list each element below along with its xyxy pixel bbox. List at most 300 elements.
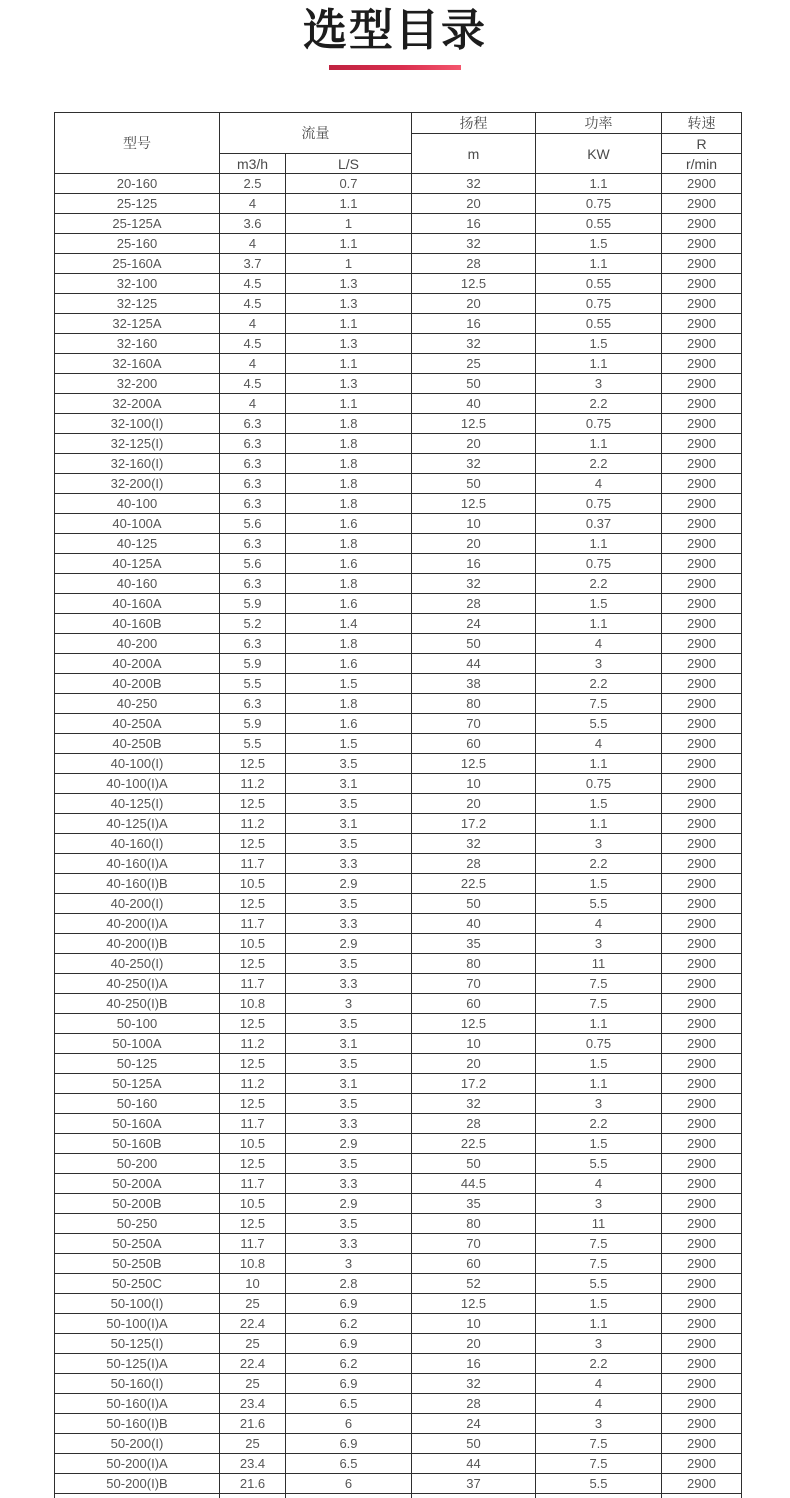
head-cell: 60 [412,734,536,754]
flow-ls-cell: 1.5 [286,734,412,754]
model-cell: 40-250B [55,734,220,754]
flow-m3h-cell: 4 [220,194,286,214]
flow-m3h-cell: 6.3 [220,414,286,434]
head-cell: 20 [412,1054,536,1074]
head-cell: 35 [412,934,536,954]
col-header-head: 扬程 [412,113,536,134]
table-row [55,774,742,794]
flow-m3h-cell: 11.2 [220,814,286,834]
flow-ls-cell: 1.3 [286,294,412,314]
power-cell: 1.5 [536,1054,662,1074]
model-cell: 32-100 [55,274,220,294]
speed-cell: 2900 [662,694,742,714]
head-cell: 32 [412,234,536,254]
table-row [55,1114,742,1134]
flow-m3h-cell: 5.2 [220,614,286,634]
flow-ls-cell: 1.1 [286,314,412,334]
table-row [55,814,742,834]
power-cell: 0.37 [536,514,662,534]
flow-m3h-cell: 12.5 [220,754,286,774]
model-cell: 50-160A [55,1114,220,1134]
model-cell: 50-125(I) [55,1334,220,1354]
head-cell: 32 [412,574,536,594]
power-cell: 2.2 [536,854,662,874]
table-row [55,414,742,434]
power-cell: 2.2 [536,394,662,414]
flow-ls-cell: 1.6 [286,514,412,534]
head-cell: 37 [412,1474,536,1494]
flow-m3h-cell: 22.4 [220,1314,286,1334]
flow-m3h-cell: 4.5 [220,294,286,314]
flow-m3h-cell: 5.9 [220,594,286,614]
model-cell: 40-125A [55,554,220,574]
table-row [55,654,742,674]
model-cell: 50-100A [55,1034,220,1054]
model-cell: 25-160 [55,234,220,254]
table-row [55,1034,742,1054]
table-row [55,1394,742,1414]
power-cell: 5.5 [536,1274,662,1294]
flow-m3h-cell: 25 [220,1294,286,1314]
table-row [55,1174,742,1194]
head-cell: 80 [412,954,536,974]
table-row [55,894,742,914]
power-cell: 4 [536,474,662,494]
flow-m3h-cell: 11.7 [220,1234,286,1254]
flow-ls-cell: 1.8 [286,474,412,494]
model-cell: 40-100(I) [55,754,220,774]
flow-m3h-cell: 5.9 [220,654,286,674]
table-row [55,274,742,294]
head-cell: 50 [412,1434,536,1454]
flow-m3h-cell: 5.5 [220,734,286,754]
power-cell: 3 [536,834,662,854]
speed-cell: 2900 [662,254,742,274]
speed-cell: 2900 [662,1194,742,1214]
flow-ls-cell: 1.8 [286,534,412,554]
flow-m3h-cell: 10.5 [220,874,286,894]
table-row [55,614,742,634]
flow-ls-cell: 6.9 [286,1434,412,1454]
flow-m3h-cell [220,1494,286,1498]
head-cell: 20 [412,434,536,454]
power-cell: 0.75 [536,774,662,794]
speed-cell: 2900 [662,854,742,874]
model-cell: 50-200(I) [55,1434,220,1454]
head-cell: 50 [412,374,536,394]
speed-cell: 2900 [662,534,742,554]
head-cell: 20 [412,194,536,214]
model-cell: 50-160(I)B [55,1414,220,1434]
head-cell: 17.2 [412,814,536,834]
model-cell: 40-160A [55,594,220,614]
flow-ls-cell: 1.8 [286,574,412,594]
speed-cell: 2900 [662,1134,742,1154]
speed-cell: 2900 [662,474,742,494]
power-cell: 0.75 [536,494,662,514]
head-cell: 10 [412,1034,536,1054]
speed-cell: 2900 [662,754,742,774]
power-cell: 0.55 [536,314,662,334]
speed-cell: 2900 [662,1254,742,1274]
head-cell: 16 [412,214,536,234]
power-cell: 4 [536,1374,662,1394]
power-cell: 5.5 [536,894,662,914]
speed-cell: 2900 [662,1294,742,1314]
flow-m3h-cell: 11.7 [220,1114,286,1134]
flow-ls-cell: 3.5 [286,1054,412,1074]
power-cell: 7.5 [536,1234,662,1254]
model-cell: 50-160(I)A [55,1394,220,1414]
model-cell: 50-100(I)A [55,1314,220,1334]
flow-m3h-cell: 6.3 [220,634,286,654]
model-cell: 40-100A [55,514,220,534]
flow-m3h-cell: 10.8 [220,1254,286,1274]
power-cell: 1.5 [536,1294,662,1314]
speed-cell: 2900 [662,1394,742,1414]
head-cell: 12.5 [412,1294,536,1314]
table-row [55,674,742,694]
model-cell: 50-125A [55,1074,220,1094]
table-row [55,1074,742,1094]
flow-m3h-cell: 6.3 [220,434,286,454]
flow-ls-cell [286,1494,412,1498]
flow-m3h-cell: 4.5 [220,274,286,294]
power-cell: 4 [536,1394,662,1414]
table-row [55,694,742,714]
flow-ls-cell: 1.3 [286,374,412,394]
speed-cell: 2900 [662,1034,742,1054]
table-row [55,1274,742,1294]
table-row [55,994,742,1014]
page-title: 选型目录 [303,6,487,55]
table-row [55,634,742,654]
head-cell: 32 [412,334,536,354]
speed-cell: 2900 [662,914,742,934]
speed-cell [662,1494,742,1498]
flow-ls-cell: 1.8 [286,694,412,714]
head-cell: 24 [412,614,536,634]
speed-cell: 2900 [662,354,742,374]
flow-m3h-cell: 11.7 [220,974,286,994]
head-cell: 10 [412,774,536,794]
model-cell: 50-100 [55,1014,220,1034]
speed-cell: 2900 [662,634,742,654]
head-cell: 22.5 [412,874,536,894]
power-cell: 1.1 [536,174,662,194]
table-row [55,874,742,894]
flow-ls-cell: 1.8 [286,434,412,454]
flow-ls-cell: 3.5 [286,1214,412,1234]
table-row [55,934,742,954]
model-cell: 40-125(I)A [55,814,220,834]
speed-cell: 2900 [662,374,742,394]
flow-ls-cell: 1.3 [286,274,412,294]
flow-ls-cell: 1.3 [286,334,412,354]
flow-ls-cell: 2.8 [286,1274,412,1294]
flow-m3h-cell: 12.5 [220,1014,286,1034]
head-cell: 17.2 [412,1074,536,1094]
table-row [55,234,742,254]
flow-ls-cell: 6.9 [286,1334,412,1354]
model-cell: 32-125A [55,314,220,334]
speed-cell: 2900 [662,1474,742,1494]
model-cell: 40-200(I) [55,894,220,914]
flow-ls-cell: 1.1 [286,354,412,374]
flow-ls-cell: 3.5 [286,894,412,914]
flow-m3h-cell: 4.5 [220,374,286,394]
col-header-speed-unit: r/min [662,154,742,174]
power-cell: 4 [536,634,662,654]
flow-m3h-cell: 11.2 [220,1074,286,1094]
table-row [55,1354,742,1374]
table-row [55,1134,742,1154]
flow-ls-cell: 3.1 [286,1074,412,1094]
speed-cell: 2900 [662,294,742,314]
flow-m3h-cell: 25 [220,1334,286,1354]
flow-ls-cell: 3.1 [286,1034,412,1054]
speed-cell: 2900 [662,434,742,454]
power-cell: 1.1 [536,1074,662,1094]
model-cell: 40-200(I)A [55,914,220,934]
flow-m3h-cell: 4 [220,354,286,374]
model-cell: 32-125(I) [55,434,220,454]
table-row [55,214,742,234]
flow-ls-cell: 3.5 [286,954,412,974]
flow-m3h-cell: 5.6 [220,514,286,534]
power-cell: 1.5 [536,794,662,814]
flow-ls-cell: 1.6 [286,594,412,614]
model-cell: 50-200B [55,1194,220,1214]
speed-cell: 2900 [662,554,742,574]
col-header-power: 功率 [536,113,662,134]
flow-m3h-cell: 10.8 [220,994,286,1014]
head-cell: 32 [412,834,536,854]
flow-m3h-cell: 12.5 [220,834,286,854]
model-cell: 40-160(I)A [55,854,220,874]
power-cell: 2.2 [536,674,662,694]
flow-ls-cell: 6.5 [286,1454,412,1474]
table-row [55,1334,742,1354]
speed-cell: 2900 [662,514,742,534]
table-row [55,474,742,494]
table-row [55,534,742,554]
speed-cell: 2900 [662,954,742,974]
flow-ls-cell: 1.4 [286,614,412,634]
speed-cell: 2900 [662,1314,742,1334]
flow-m3h-cell: 21.6 [220,1474,286,1494]
table-row [55,334,742,354]
head-cell: 12.5 [412,274,536,294]
flow-m3h-cell: 4 [220,394,286,414]
model-cell: 50-250A [55,1234,220,1254]
table-row [55,1474,742,1494]
head-cell: 12.5 [412,754,536,774]
col-header-speed-r: R [662,134,742,154]
power-cell: 5.5 [536,1474,662,1494]
speed-cell: 2900 [662,1094,742,1114]
table-row [55,374,742,394]
speed-cell: 2900 [662,1214,742,1234]
speed-cell: 2900 [662,794,742,814]
flow-ls-cell: 6 [286,1414,412,1434]
power-cell: 4 [536,1174,662,1194]
power-cell: 3 [536,654,662,674]
flow-ls-cell: 3.3 [286,854,412,874]
power-cell: 5.5 [536,714,662,734]
power-cell: 2.2 [536,1114,662,1134]
head-cell: 38 [412,674,536,694]
model-cell: 32-160 [55,334,220,354]
power-cell: 1.1 [536,354,662,374]
model-cell: 40-200 [55,634,220,654]
power-cell: 3 [536,1194,662,1214]
speed-cell: 2900 [662,1114,742,1134]
power-cell: 7.5 [536,1254,662,1274]
flow-ls-cell: 1.8 [286,414,412,434]
flow-m3h-cell: 23.4 [220,1454,286,1474]
flow-ls-cell: 1.6 [286,714,412,734]
flow-m3h-cell: 10 [220,1274,286,1294]
model-cell: 50-200(I)A [55,1454,220,1474]
head-cell: 12.5 [412,1014,536,1034]
table-row [55,1234,742,1254]
flow-ls-cell: 2.9 [286,934,412,954]
model-cell: 32-100(I) [55,414,220,434]
power-cell [536,1494,662,1498]
speed-cell: 2900 [662,674,742,694]
flow-ls-cell: 0.7 [286,174,412,194]
power-cell: 4 [536,734,662,754]
power-cell: 0.55 [536,274,662,294]
table-row [55,1434,742,1454]
table-row [55,794,742,814]
model-cell: 32-200(I) [55,474,220,494]
table-row [55,554,742,574]
table-row [55,914,742,934]
speed-cell: 2900 [662,714,742,734]
model-cell [55,1494,220,1498]
table-row [55,314,742,334]
speed-cell: 2900 [662,1054,742,1074]
power-cell: 0.75 [536,554,662,574]
flow-m3h-cell: 6.3 [220,494,286,514]
head-cell: 22.5 [412,1134,536,1154]
head-cell: 28 [412,1114,536,1134]
flow-ls-cell: 1.1 [286,194,412,214]
speed-cell: 2900 [662,1434,742,1454]
speed-cell: 2900 [662,1274,742,1294]
flow-ls-cell: 3.5 [286,794,412,814]
flow-ls-cell: 1.8 [286,454,412,474]
table-row [55,834,742,854]
speed-cell: 2900 [662,814,742,834]
flow-ls-cell: 6.5 [286,1394,412,1414]
table-row [55,1194,742,1214]
power-cell: 0.75 [536,1034,662,1054]
flow-ls-cell: 1.8 [286,634,412,654]
head-cell: 50 [412,634,536,654]
head-cell: 20 [412,534,536,554]
table-row [55,294,742,314]
head-cell: 44 [412,1454,536,1474]
flow-ls-cell: 1 [286,254,412,274]
head-cell: 12.5 [412,494,536,514]
power-cell: 0.75 [536,414,662,434]
power-cell: 4 [536,914,662,934]
flow-m3h-cell: 6.3 [220,574,286,594]
model-cell: 50-250 [55,1214,220,1234]
head-cell: 40 [412,914,536,934]
power-cell: 1.1 [536,1014,662,1034]
head-cell [412,1494,536,1498]
model-cell: 40-125 [55,534,220,554]
table-row [55,174,742,194]
flow-m3h-cell: 25 [220,1374,286,1394]
power-cell: 1.1 [536,254,662,274]
flow-ls-cell: 1.6 [286,654,412,674]
flow-m3h-cell: 3.6 [220,214,286,234]
flow-m3h-cell: 11.7 [220,1174,286,1194]
model-cell: 40-125(I) [55,794,220,814]
speed-cell: 2900 [662,174,742,194]
model-cell: 40-100 [55,494,220,514]
flow-ls-cell: 3.1 [286,774,412,794]
head-cell: 16 [412,1354,536,1374]
table-row [55,1094,742,1114]
model-cell: 40-160(I) [55,834,220,854]
table-row [55,434,742,454]
flow-m3h-cell: 5.9 [220,714,286,734]
model-cell: 40-160(I)B [55,874,220,894]
power-cell: 0.55 [536,214,662,234]
model-cell: 40-200B [55,674,220,694]
head-cell: 80 [412,694,536,714]
head-cell: 32 [412,1094,536,1114]
header-row-1 [55,113,742,134]
flow-ls-cell: 1.8 [286,494,412,514]
flow-ls-cell: 3.3 [286,1114,412,1134]
head-cell: 35 [412,1194,536,1214]
head-cell: 25 [412,354,536,374]
flow-m3h-cell: 12.5 [220,1094,286,1114]
table-row-partial [55,1494,742,1498]
flow-ls-cell: 1.5 [286,674,412,694]
head-cell: 28 [412,594,536,614]
power-cell: 0.75 [536,194,662,214]
head-cell: 80 [412,1214,536,1234]
power-cell: 3 [536,374,662,394]
model-cell: 40-250A [55,714,220,734]
table-row [55,254,742,274]
flow-m3h-cell: 12.5 [220,1154,286,1174]
flow-m3h-cell: 6.3 [220,534,286,554]
flow-ls-cell: 6.9 [286,1294,412,1314]
flow-ls-cell: 2.9 [286,1194,412,1214]
speed-cell: 2900 [662,774,742,794]
head-cell: 32 [412,174,536,194]
model-cell: 40-100(I)A [55,774,220,794]
flow-m3h-cell: 4 [220,314,286,334]
head-cell: 28 [412,854,536,874]
power-cell: 1.1 [536,814,662,834]
model-cell: 40-250(I)B [55,994,220,1014]
flow-m3h-cell: 6.3 [220,694,286,714]
power-cell: 1.5 [536,874,662,894]
model-cell: 25-125 [55,194,220,214]
table-row [55,194,742,214]
table-row [55,954,742,974]
